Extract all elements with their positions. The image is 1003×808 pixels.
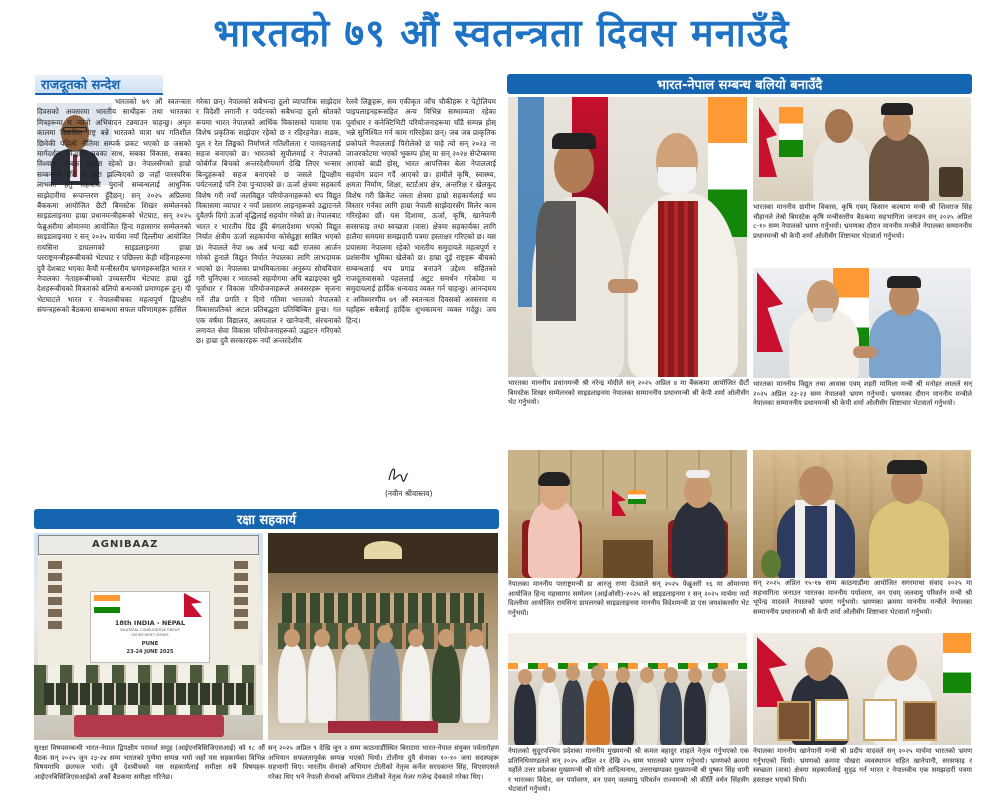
message-column-1: भारतको ७९ औं स्वतन्त्रता दिवसको अवसरमा भारतीय साथीहरू तथा भारतका मित्रहरूमा म न्यानो अभिवादन टक्र्याउन चाहन्छु। अमृत कालमा विकसित राष्ट्र बन्ने भारतको यात्रा थप गतिशील छिमेकी पहिलो नीतिमा सम्पर्क प्रकट भएको छ जसको मार्गदर्शक सिद्धान्त सबका साथ, सबका विकास, सबका विश्वास, सबका प्रयास रहेको छ। नेपालसँगको हाम्रो सम्बन्धमा पनि यो कुरा झल्किएको छ जहाँ पारस्परिक लाभका हेतु सहयात्री पुरानो सम्बन्धलाई आधुनिक साझेदारीमा रूपान्तरण हुँदैछन्। सन् २०२५ अप्रिलमा बैंककमा आयोजित छैटौं बिमस्टेक शिखर सम्मेलनको साइडलाइनमा हाम्रा प्रधानमन्त्रीहरूको भेटघाट, सन् २०२५ फेब्रुअरीमा ओमानमा आयोजित हिन्द महासागर सम्मेलनको साइडलाइनमा र सन् २०२५ मार्चमा नयाँ दिल्लीमा आयोजित रायसिना डायलगको साइडलाइनमा हाम्रा परराष्ट्रमन्त्रीहरूबीचको भेटघाट र पछिल्ला केही महिनाहरूमा दुवै देशबाट भएका कैयौं मन्त्रीस्तरीय भ्रमणहरूसहित भारत र नेपालका नेताहरूबीचको उच्चस्तरीय भेटघाट हाम्रा दुई देशहरूबीचको मित्रताको बलियो बन्धनको प्रमाणहरू हुन्। यी भेटघाटले भारत र नेपालबीचका महत्वपूर्ण द्विपक्षीय संयन्त्रहरूको बैठकमा सम्बन्धमा सफल परिणामहरू हासिल xyxy=(37,97,191,315)
section-title-ambassador: राजदूतको सन्देश xyxy=(41,78,121,93)
banner-line-3: ON SECURITY ISSUES xyxy=(131,633,169,637)
caption-foreign-ministers: नेपालका माननीय परराष्ट्रमन्त्री डा आरजु राणा देउवाले सन् २०२५ फेब्रुअरी १६ मा ओमानमा आयोजित हिन्द महासागर सम्मेलन (आईओसी)-२०२५ को साइडलाइनमा र सन् २०२५ मार्चमा नयाँ दिल्लीमा आयोजित रायसिना डायलगको साइडलाइनमा माननीय विदेशमन्त्री डा एस जयशंकरसँग भेट गर्नुभयो। xyxy=(508,580,749,617)
banner-line-1: 18th INDIA - NEPAL xyxy=(114,619,186,627)
section-header-relations xyxy=(507,74,972,94)
section-header-ambassador xyxy=(35,75,163,95)
photo-inbcgsi-meeting xyxy=(34,533,263,740)
photo-agriculture-minister xyxy=(753,97,971,201)
caption-water-mou: नेपालका माननीय खानेपानी मन्त्री श्री प्रदीप यादवले सन् २०२५ मार्चमा भारतको भ्रमण गर्नुभएको थियो। भ्रमणको क्रममा पोखरा व्यवस्थापन सहित खानेपानी, सरसफाइ र स्वच्छता (वास) क्षेत्रमा सहकार्यलाई सुदृढ गर्न भारत र नेपालबीच एक समझदारी पत्रमा हस्ताक्षर भएको थियो। xyxy=(753,747,972,784)
photo-foreign-ministers xyxy=(508,450,747,578)
photo-modi-oli-meeting xyxy=(508,97,747,377)
caption-joint-expedition: सन् २०२५ अप्रिल ९ देखि जुन २ सम्म काठमाडौंस्थित बिराटमा भारत-नेपाल संयुक्त पर्वतारोहण अभियान सफलतापूर्वक सम्पन्न भएको थियो। टोलीमा दुवै सेनाका १०-१० जना सदस्यहरू सहभागी थिए। भारतीय सेनाको अभियान टोलीको नेतृत्व कर्नेल सरदकान्त सिंह, चिएसएसले गरेका थिए भने नेपाली सेनाको अभियान टोलीको नेतृत्व मेजर गजेन्द्र देवकाले गरेका थिए। xyxy=(268,744,499,781)
caption-inbcgsi: सुरक्षा विषयसम्बन्धी भारत-नेपाल द्विपक्षीय परामर्श समूह (आईएनबिसिजिएसआई) को १८ औं बैठक सन् २०२५ जुन २३-२४ सम्म भारतको पुणेमा सम्पन्न भयो जहाँ यस सहकार्यका विभिन्न विषयमाथि छलफल भयो। दुवै देशबीचको यस सहकार्यलाई समीक्षा सबै विषयहरू आईएनबिसिजिएसआईको अर्को बैठकमा समीक्षा गरिनेछ। xyxy=(34,744,265,781)
section-header-defence xyxy=(34,509,499,529)
caption-agriculture-minister: भारतका माननीय ग्रामीण विकास, कृषि एवम् किसान कल्याण मन्त्री श्री शिवराज सिंह चौहानले तेस्रो बिमस्टेक कृषि मन्त्रीस्तरीय बैठकमा सहभागिता जनाउन सन् २०२५ अप्रिल ८-१० सम्म नेपालको भ्रमण गर्नुभयो। भ्रमणका दौरान माननीय मन्त्रीले नेपालका सम्माननीय प्रधानमन्त्री श्री केपी शर्मा ओलीसँग शिष्टाचार भेटवार्ता गर्नुभयो। xyxy=(753,203,972,240)
caption-modi-oli: भारतका माननीय प्रधानमन्त्री श्री नरेन्द्र मोदीले सन् २०२५ अप्रिल ४ मा बैंककमा आयोजित छैटौं बिमस्टेक शिखर सम्मेलनको साइडलाइनमा नेपालका सम्माननीय प्रधानमन्त्री श्री केपी शर्मा ओलीसँग भेट गर्नुभयो। xyxy=(508,379,749,407)
section-title-defence: रक्षा सहकार्य xyxy=(236,513,297,528)
banner-line-5: 23-24 JUNE 2025 xyxy=(126,649,174,655)
caption-farwest-delegation: नेपालको सुदूरपश्चिम प्रदेशका माननीय मुख्यमन्त्री श्री कमल बहादुर शाहले नेतृत्व गर्नुभएको एक प्रतिनिधिमण्डलले सन् २०२५ अप्रिल २१ देखि २५ सम्म भारतको भ्रमण गर्नुभयो। भ्रमणको क्रममा यहाँले उत्तर प्रदेशका मुख्यमन्त्री श्री योगी आदित्यनाथ, उत्तराखण्डका मुख्यमन्त्री श्री पुष्कर सिंह धामी र भारतका विदेश, वन पर्यावरण, वन एवम् जलवायु परिवर्तन राज्यमन्त्री श्री कीर्ति वर्धन सिंहसँग भेटवार्ता गर्नुभयो। xyxy=(508,747,749,794)
caption-environment-minister: सन् २०२५ अप्रिल १५-१७ सम्म काठमाडौंमा आयोजित सगरमाथा संवाद २०२५ मा सहभागिता जनाउन भारतका माननीय पर्यावरण, वन एवम् जलवायु परिवर्तन मन्त्री श्री भूपेन्द्र यादवले नेपालको भ्रमण गर्नुभयो। भ्रमणका क्रममा माननीय मन्त्रीले नेपालका सम्माननीय प्रधानमन्त्री श्री केपी शर्मा ओलीसँग शिष्टाचार भेटवार्ता गर्नुभयो। xyxy=(753,579,972,616)
signature-mark xyxy=(386,462,410,486)
page-title: भारतको ७९ औं स्वतन्त्रता दिवस मनाउँदै xyxy=(213,11,790,55)
gate-sign: AGNIBAAZ xyxy=(92,539,159,550)
banner-line-4: PUNE xyxy=(141,641,159,647)
photo-farwest-delegation xyxy=(508,633,747,745)
message-column-2: गरेका छन्। नेपालको सबैभन्दा ठूलो व्यापारिक साझेदार र विदेशी लगानी र पर्यटनको सबैभन्दा ठूलो स्रोतको रूपमा भारत नेपालको आर्थिक विकासको यात्रामा एक विशेष प्रकृतिक साझेदार रहेको छ र रहिरहनेछ। सडक, पुल र रेल लिङ्कको निर्माणले गतिशीलता र पारवहनलाई सहज बनाएको छ। भारतको सुपौलमाई र नेपालको फोर्बर्गंज बिचको अन्तरदेशीयमार्ग देखि लिएर भन्सार बिन्दुहरूको सहज बनाएको छ जसले द्विपक्षीय पर्यटनलाई पनि टेवा पुऱ्याएको छ। ऊर्जा क्षेत्रमा सहकार्य विशेष गरी नयाँ जलविद्युत परियोजनाहरूको थप विद्युत विकासमा व्यापार र नयाँ प्रसारण लाइनहरूको उद्घाटनले दुवैतर्फ दिगो ऊर्जा वृद्धिलाई सहयोग गरेको छ। नेपालबाट भारत र भारतीय ग्रिड हुँदै बंगलादेशमा भएको विद्युत निर्यात क्षेत्रीय ऊर्जा सहकार्यमा कोसेढुङ्गा साबित भएको छ। नेपालले नेपा ७७ अर्ब भन्दा बढी राजस्व आर्जन गरेको हुनाले विद्युत निर्यात नेपालका लागि लाभदायक भएको छ। नेपालका प्राथमिकताका अनुरूप सोचविचार गरी चुनिएका र भारतको सहयोगमा अघि बढाइएका थुप्रै पूर्वाधार र विकास परियोजनाहरूले अवसरहरू सृजना गर्ने तीव्र प्रगति र दिगो गतिमा भारतको नेपालको विकासप्रतिको अटल प्रतिबद्धता प्रतिबिम्बित हुन्छ। गत एक वर्षमा विद्यालय, अस्पताल र खानेपानी, संरचनाको लगायत सेवा विकास परियोजनाहरूको उद्घाटन गरिएको छ। हाम्रा दुवै सरकारहरू नयाँ अन्तरदेशीय xyxy=(196,97,341,346)
photo-environment-minister xyxy=(753,450,971,578)
banner-line-2: BILATERAL CONSULTATIVE GROUP xyxy=(120,628,180,632)
caption-energy-minister: भारतका माननीय विद्युत तथा आवास एवम् शहरी मामिला मन्त्री श्री मनोहर लालले सन् २०२५ अप्रिल २३-२३ सम्म नेपालको भ्रमण गर्नुभयो। भ्रमणका दौरान माननीय मन्त्रीले नेपालका सम्माननीय प्रधानमन्त्री श्री केपी शर्मा ओलीसँग शिष्टाचार भेटवार्ता गर्नुभयो। xyxy=(753,380,972,408)
signature-name: (नवीन श्रीवास्तव) xyxy=(385,489,433,498)
section-title-relations: भारत-नेपाल सम्बन्ध बलियो बनाउँदै xyxy=(656,78,823,93)
message-column-3: रेलवे लिङ्कहरू, सम एकीकृत जाँच चौकीहरू र पेट्रोलियम पाइपलाइनहरूसहित अन्य विभिन्न सम्भाव्यता रहेका पूर्वाधार र कनेक्टिभिटी परियोजनाहरूमा चाँडै सम्पन्न होस् भन्ने सुनिश्चित गर्न काम गरिरहेका छन्। जब जब प्राकृतिक प्रकोपले नेपाललाई पिरोलेको छ चाहे त्यो सन् २०२३ ना जाजरकोटमा भएको भुकम्प होस् या सन् २०२४ सेप्टेम्बरमा आएको बाढी होस्, भारत आपत्तिका बेला नेपाललाई सहयोग प्रदान गर्दै आएको छ। हामीले कृषि, स्वास्थ्य, क्षमता निर्माण, शिक्षा, स्टार्टअप क्षेत्र, अन्तरिक्ष र खेलकुद विशेष गरी क्रिकेट जस्ता क्षेत्रमा हाम्रो सहकार्यलाई थप विस्तार गर्नका लागि हाम्रा नेपाली साझेदारसँग मिलेर काम गरिरहेका छौं। यस दिशामा, ऊर्जा, कृषि, खानेपानी सरसफाइ तथा स्वच्छता (वास) क्षेत्रमा सहकार्यका लागि हालैमा समयमा समझदारी पत्रमा हस्ताक्षर गरिएको छ। यस प्रयासमा नेपालमा रहेको भारतीय समुदायले महत्वपूर्ण र प्रशंसनीय भूमिका खेलेको छ। हाम्रा दुई राष्ट्रहरू बीचको सम्बन्धलाई थप प्रगाढ बनाउने उद्देश्य सहितको राजदूतावासको पहललाई अटुट समर्थन गरेकोमा म समुदायलाई हार्दिक धन्यवाद व्यक्त गर्न चाहन्छु। आनन्दमय र अविस्मरणीय ७९ औं स्वतन्त्रता दिवसको अवसरमा म यहाँहरू सबैलाई हार्दिक शुभकामना व्यक्त गर्दछु। जय हिन्द। xyxy=(346,97,496,325)
photo-joint-expedition xyxy=(268,533,498,740)
photo-energy-minister xyxy=(753,268,971,378)
photo-water-mou xyxy=(753,633,971,745)
